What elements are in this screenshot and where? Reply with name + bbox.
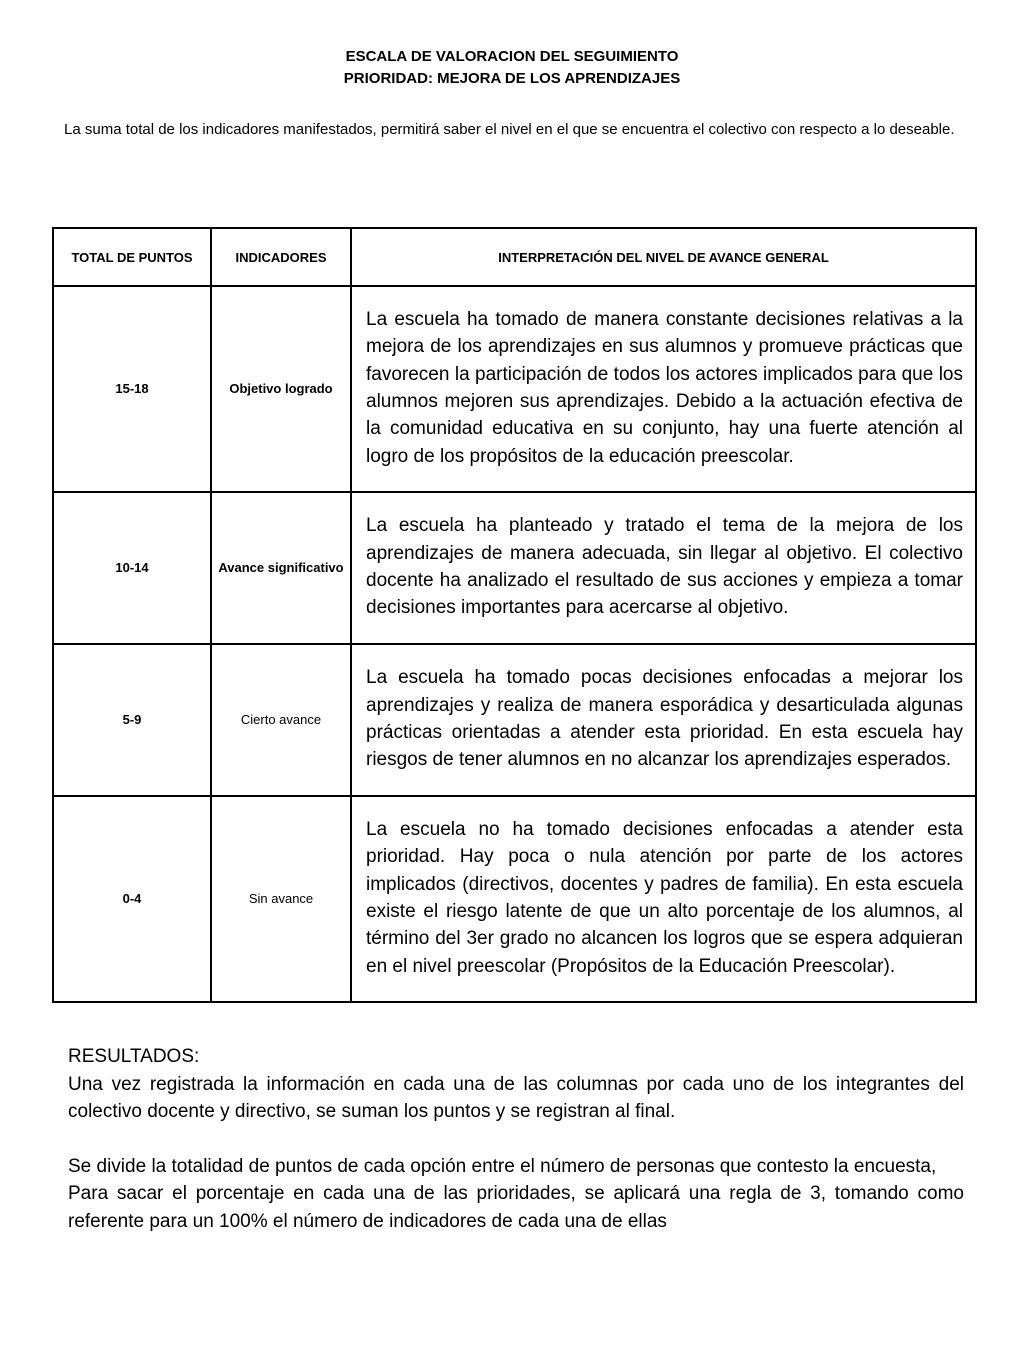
table-row	[53, 796, 976, 1002]
row-indicator: Avance significativo	[211, 492, 351, 644]
header-interpretation: INTERPRETACIÓN DEL NIVEL DE AVANCE GENERAL	[351, 228, 976, 286]
document-title: ESCALA DE VALORACION DEL SEGUIMIENTO	[345, 48, 679, 65]
results-heading: RESULTADOS:	[68, 1046, 200, 1067]
table-row	[53, 286, 976, 492]
row-interpretation: La escuela ha tomado pocas decisiones enfocadas a mejorar los aprendizajes y realiza de manera esporádica y desarticulada algunas prácticas orientadas a atender esta prioridad. En esta escuela hay riesgos de tener alumnos en no alcanzar los aprendizajes esperados.	[351, 644, 976, 796]
row-points: 15-18	[53, 286, 211, 492]
row-interpretation: La escuela ha tomado de manera constante decisiones relativas a la mejora de los aprendizajes en sus alumnos y promueve prácticas que favorecen la participación de todos los actores implicados para que los alumnos mejoren sus aprendizajes. Debido a la actuación efectiva de la comunidad educativa en su conjunto, hay una fuerte atención al logro de los propósitos de la educación preescolar.	[351, 286, 976, 492]
row-indicator: Cierto avance	[211, 644, 351, 796]
row-points: 5-9	[53, 644, 211, 796]
row-indicator: Objetivo logrado	[211, 286, 351, 492]
table-row	[53, 644, 976, 796]
valuation-scale-table	[52, 227, 977, 1003]
document-subtitle: PRIORIDAD: MEJORA DE LOS APRENDIZAJES	[343, 70, 681, 87]
table-row	[53, 492, 976, 644]
row-indicator: Sin avance	[211, 796, 351, 1002]
row-points: 10-14	[53, 492, 211, 644]
header-indicators: INDICADORES	[211, 228, 351, 286]
results-paragraph-2: Se divide la totalidad de puntos de cada opción entre el número de personas que contesto la encuesta,	[68, 1155, 937, 1177]
intro-paragraph: La suma total de los indicadores manifestados, permitirá saber el nivel en el que se encuentra el colectivo con respecto a lo deseable.	[64, 121, 955, 138]
header-total-points: TOTAL DE PUNTOS	[53, 228, 211, 286]
row-interpretation: La escuela ha planteado y tratado el tema de la mejora de los aprendizajes de manera adecuada, sin llegar al objetivo. El colectivo docente ha analizado el resultado de sus acciones y empieza a tomar decisiones importantes para acercarse al objetivo.	[351, 492, 976, 644]
row-points: 0-4	[53, 796, 211, 1002]
row-interpretation: La escuela no ha tomado decisiones enfocadas a atender esta prioridad. Hay poca o nula atención por parte de los actores implicados (directivos, docentes y padres de familia). En esta escuela existe el riesgo latente de que un alto porcentaje de los alumnos, al término del 3er grado no alcancen los logros que se espera adquieran en el nivel preescolar (Propósitos de la Educación Preescolar).	[351, 796, 976, 1002]
table-header-row	[53, 228, 976, 286]
results-section	[68, 1043, 964, 1235]
results-paragraph-1: Una vez registrada la información en cada una de las columnas por cada uno de los integrantes del colectivo docente y directivo, se suman los puntos y se registran al final.	[68, 1073, 964, 1122]
results-paragraph-3: Para sacar el porcentaje en cada una de las prioridades, se aplicará una regla de 3, tomando como referente para un 100% el número de indicadores de cada una de ellas	[68, 1183, 964, 1232]
